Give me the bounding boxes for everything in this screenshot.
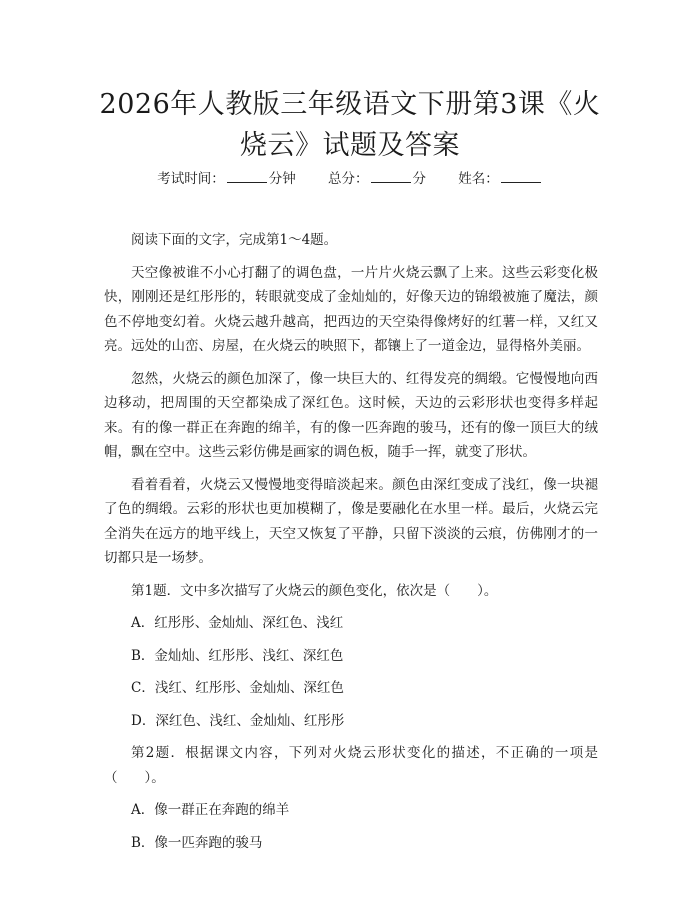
- exam-time-blank: [227, 168, 267, 183]
- question-2-option-a: A．像一群正在奔跑的绵羊: [131, 802, 290, 818]
- total-score-unit: 分: [412, 171, 426, 187]
- total-score-label: 总分：: [328, 171, 369, 187]
- exam-info-line: [0, 168, 700, 189]
- reading-instruction: 阅读下面的文字，完成第1～4题。: [131, 232, 338, 248]
- exam-time-unit: 分钟: [268, 171, 296, 187]
- passage-paragraph-1: 天空像被谁不小心打翻了的调色盘，一片片火烧云飘了上来。这些云彩变化极快，刚刚还是红彤彤的，转眼就变成了金灿灿的，好像天边的锦缎被施了魔法，颜色不停地变幻着。火烧云越升越高，把西边的天空染得像烤好的红薯一样，又红又亮。远处的山峦、房屋，在火烧云的映照下，都镶上了一道金边，显得格外美丽。: [104, 264, 598, 354]
- total-score-blank: [371, 168, 411, 183]
- document-body: [104, 228, 598, 863]
- question-1-option-a: A．红彤彤、金灿灿、深红色、浅红: [131, 615, 344, 631]
- question-1-option-c: C．浅红、红彤彤、金灿灿、深红色: [131, 680, 344, 696]
- total-score-field: [328, 168, 426, 189]
- question-1-option-b: B．金灿灿、红彤彤、浅红、深红色: [131, 647, 344, 664]
- question-2-stem: 第2题．根据课文内容，下列对火烧云形状变化的描述，不正确的一项是（ ）。: [104, 745, 598, 786]
- question-1-option-d: D．深红色、浅红、金灿灿、红彤彤: [131, 712, 345, 729]
- passage-paragraph-2: 忽然，火烧云的颜色加深了，像一块巨大的、红得发亮的绸缎。它慢慢地向西边移动，把周围的天空都染成了深红色。这时候，天边的云彩形状也变得多样起来。有的像一群正在奔跑的绵羊，有的像一匹奔跑的骏马，还有的像一顶巨大的绒帽，飘在空中。这些云彩仿佛是画家的调色板，随手一挥，就变了形状。: [104, 370, 598, 460]
- student-name-blank: [501, 168, 541, 183]
- exam-time-label: 考试时间：: [157, 171, 225, 187]
- question-2-option-b: B．像一匹奔跑的骏马: [131, 834, 263, 851]
- student-name-field: [458, 168, 543, 189]
- exam-time-field: [157, 168, 296, 189]
- student-name-label: 姓名：: [458, 171, 499, 187]
- question-1-stem: 第1题．文中多次描写了火烧云的颜色变化，依次是（ ）。: [131, 582, 498, 599]
- document-title: 2026年人教版三年级语文下册第3课《火烧云》试题及答案: [99, 89, 601, 161]
- passage-paragraph-3: 看着看着，火烧云又慢慢地变得暗淡起来。颜色由深红变成了浅红，像一块褪了色的绸缎。云彩的形状也更加模糊了，像是要融化在水里一样。最后，火烧云完全消失在远方的地平线上，天空又恢复了平静，只留下淡淡的云痕，仿佛刚才的一切都只是一场梦。: [104, 476, 598, 566]
